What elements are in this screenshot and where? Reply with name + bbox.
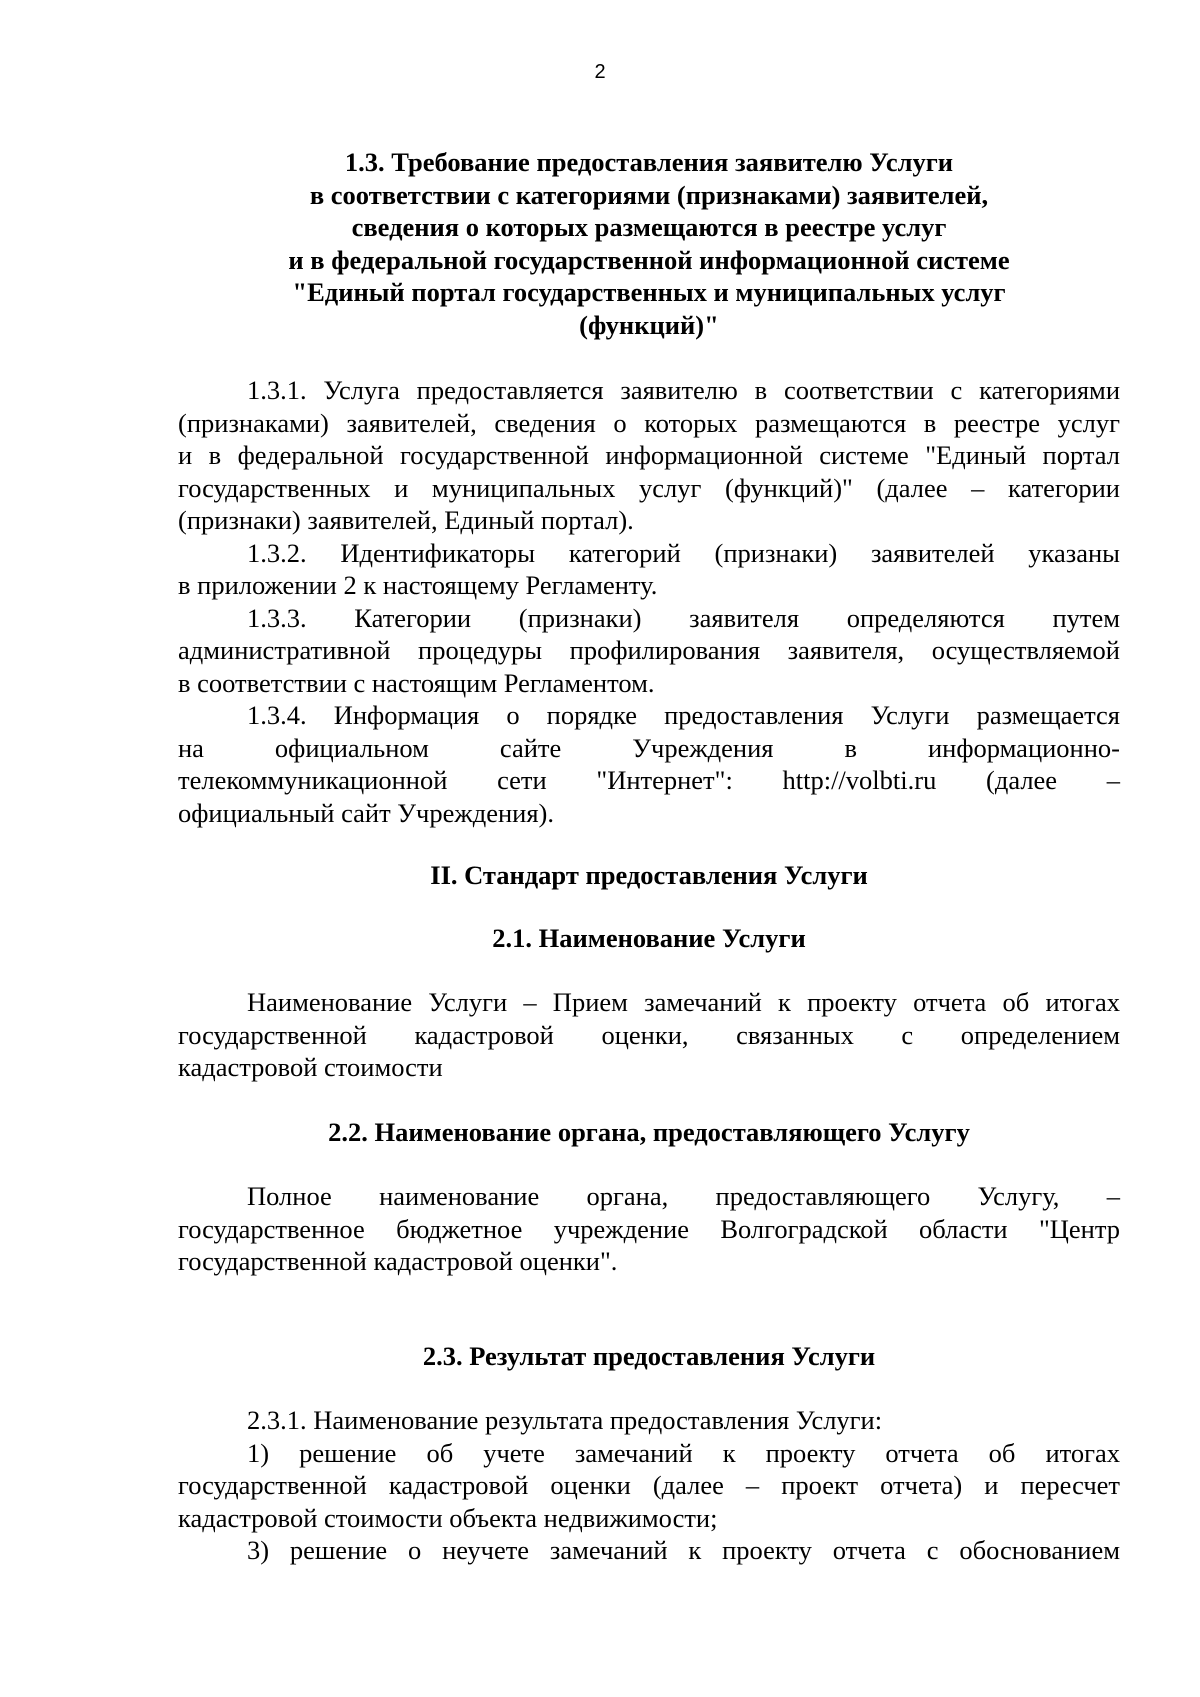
heading-line: сведения о которых размещаются в реестре услуг <box>351 212 947 242</box>
page-number: 2 <box>594 61 606 83</box>
text-line: Полное наименование органа, предоставляющего Услугу, – <box>247 1181 1120 1211</box>
paragraph-1-3-1 <box>178 374 1120 537</box>
section-2-3-heading: 2.3. Результат предоставления Услуги <box>422 1340 876 1371</box>
text-line: 3) решение о неучете замечаний к проекту отчета с обоснованием <box>247 1535 1120 1565</box>
text-line: 1.3.4. Информация о порядке предоставления Услуги размещается <box>247 700 1120 730</box>
section-1-3-heading <box>178 146 1120 341</box>
paragraph-1-3-2 <box>178 537 1120 602</box>
heading-line: 1.3. Требование предоставления заявителю Услуги <box>344 147 954 177</box>
heading-line: в соответствии с категориями (признаками) заявителей, <box>309 179 989 210</box>
heading-line: "Единый портал государственных и муниципальных услуг <box>292 277 1006 307</box>
text-line: кадастровой стоимости <box>178 1052 443 1082</box>
text-line: Наименование Услуги – Прием замечаний к проекту отчета об итогах <box>247 987 1120 1017</box>
text-line: 1.3.1. Услуга предоставляется заявителю в соответствии с категориями <box>247 375 1120 405</box>
text-line: (признаками) заявителей, сведения о которых размещаются в реестре услуг <box>178 407 1120 438</box>
section-2-2-heading: 2.2. Наименование органа, предоставляющего Услугу <box>328 1116 970 1147</box>
heading-line: (функций)" <box>579 309 719 340</box>
paragraph-1-3-4 <box>178 699 1120 829</box>
text-line: 1) решение об учете замечаний к проекту отчета об итогах <box>247 1437 1120 1468</box>
text-line: официальный сайт Учреждения). <box>178 797 554 828</box>
text-line: государственной кадастровой оценки (далее – проект отчета) и пересчет <box>178 1470 1120 1500</box>
section-2-1-heading: 2.1. Наименование Услуги <box>492 922 806 953</box>
document-body <box>178 146 1120 1567</box>
text-line: административной процедуры профилирования заявителя, осуществляемой <box>178 635 1120 665</box>
text-line: кадастровой стоимости объекта недвижимости; <box>178 1502 718 1533</box>
paragraph-1-3-3 <box>178 602 1120 700</box>
heading-line: и в федеральной государственной информационной системе <box>288 244 1010 275</box>
text-line: телекоммуникационной сети "Интернет": http://volbti.ru (далее – <box>178 765 1120 795</box>
text-line: на официальном сайте Учреждения в информационно- <box>178 732 1120 763</box>
section-2-heading: II. Стандарт предоставления Услуги <box>430 860 868 890</box>
text-line: в соответствии с настоящим Регламентом. <box>178 667 655 698</box>
text-line: государственное бюджетное учреждение Волгоградской области "Центр <box>178 1213 1120 1244</box>
text-line: государственной кадастровой оценки". <box>178 1246 618 1276</box>
paragraph-2-2 <box>178 1180 1120 1278</box>
paragraph-2-3-item-1 <box>178 1437 1120 1535</box>
text-line: 1.3.3. Категории (признаки) заявителя определяются путем <box>247 602 1120 633</box>
text-line: в приложении 2 к настоящему Регламенту. <box>178 570 658 600</box>
paragraph-2-3-item-3 <box>178 1534 1120 1567</box>
text-line: 1.3.2. Идентификаторы категорий (признаки) заявителей указаны <box>247 537 1120 568</box>
text-line: и в федеральной государственной информационной системе "Единый портал <box>178 440 1120 470</box>
text-line: (признаки) заявителей, Единый портал). <box>178 505 634 535</box>
text-line: 2.3.1. Наименование результата предоставления Услуги: <box>247 1405 883 1435</box>
paragraph-2-1 <box>178 986 1120 1084</box>
paragraph-2-3-1 <box>178 1404 1120 1437</box>
text-line: государственных и муниципальных услуг (функций)" (далее – категории <box>178 472 1120 503</box>
text-line: государственной кадастровой оценки, связанных с определением <box>178 1019 1120 1050</box>
